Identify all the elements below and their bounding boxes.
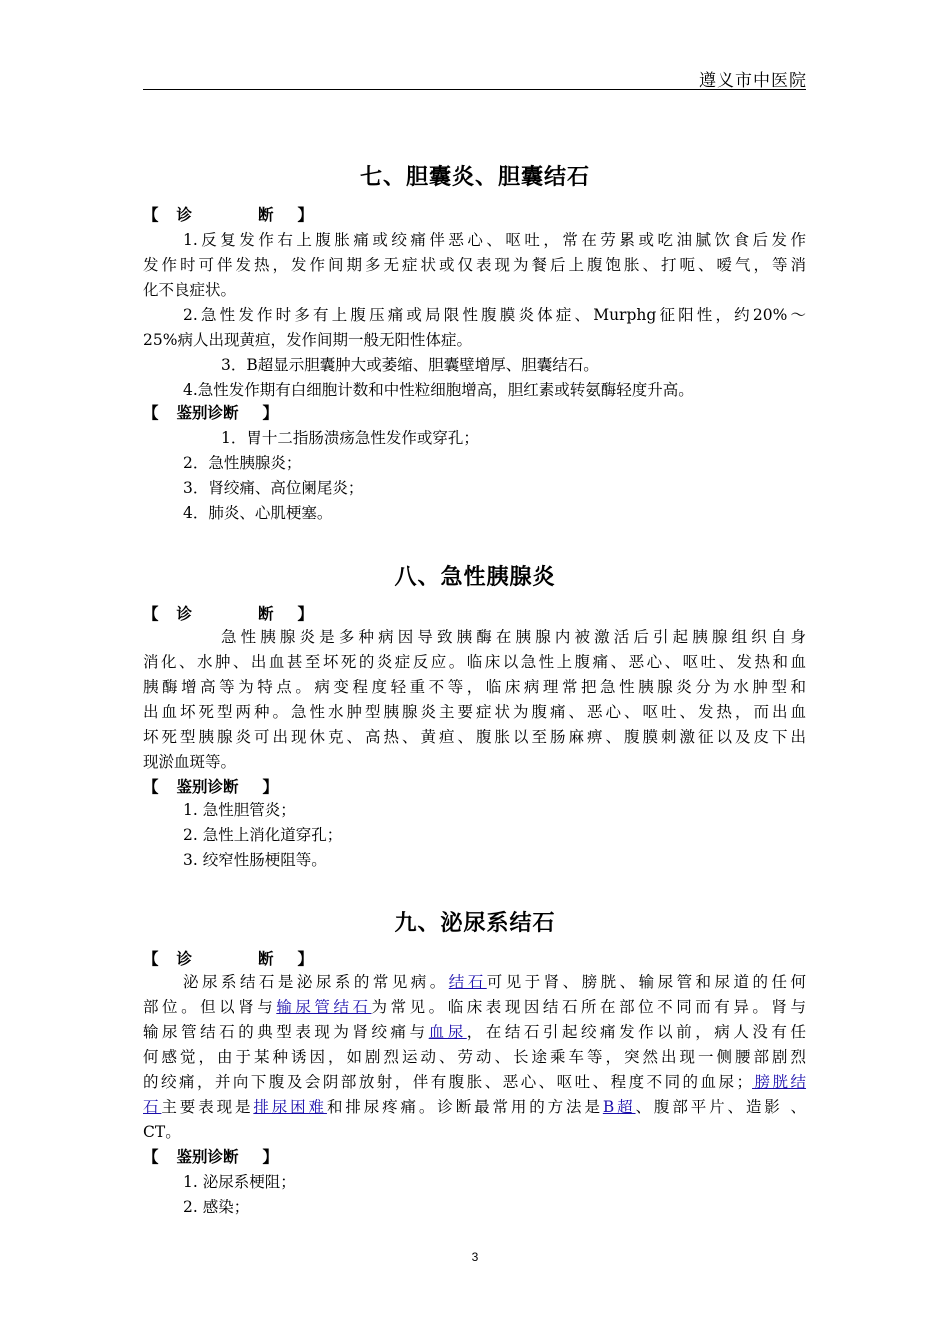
s9-diag-line-3: 输尿管结石的典型表现为肾绞痛与血尿，在结石引起绞痛发作以前，病人没有任 bbox=[143, 1023, 806, 1041]
s9-diag-line-6: 石主要表现是排尿困难和排尿疼痛。诊断最常用的方法是B超、腹部平片、造影 、 bbox=[143, 1098, 806, 1116]
s7-diag-line-4: 2.急性发作时多有上腹压痛或局限性腹膜炎体症、Murphg征阳性，约20%～ bbox=[183, 306, 806, 324]
link-b-ultrasound[interactable]: B超 bbox=[602, 1098, 636, 1116]
s7-diag-line-5: 25%病人出现黄疸，发作间期一般无阳性体症。 bbox=[143, 331, 472, 349]
header-divider bbox=[143, 89, 806, 90]
section-8-title: 八、急性胰腺炎 bbox=[394, 565, 556, 590]
section-7-differential-label: 【 鉴别诊断 】 bbox=[143, 404, 279, 422]
page-header-title: 遵义市中医院 bbox=[699, 71, 807, 91]
s8-diff-item-2: 2. 急性上消化道穿孔； bbox=[183, 826, 343, 844]
s7-diff-item-1: 1．胃十二指肠溃疡急性发作或穿孔； bbox=[221, 429, 479, 447]
s8-diag-line-4: 出血坏死型两种。急性水肿型胰腺炎主要症状为腹痛、恶心、呕吐、发热，而出血 bbox=[143, 703, 806, 721]
s9-diff-item-2: 2. 感染； bbox=[183, 1198, 250, 1216]
s9-diag-line-1: 泌尿系结石是泌尿系的常见病。结石可见于肾、膀胱、输尿管和尿道的任何 bbox=[183, 973, 806, 991]
s7-diag-line-7: 4.急性发作期有白细胞计数和中性粒细胞增高，胆红素或转氨酶轻度升高。 bbox=[183, 381, 694, 399]
s9-diag-line-7: CT。 bbox=[143, 1123, 181, 1141]
s7-diag-line-1: 1.反复发作右上腹胀痛或绞痛伴恶心、呕吐，常在劳累或吃油腻饮食后发作 bbox=[183, 231, 806, 249]
s9-diag-line-5: 的绞痛，并向下腹及会阴部放射，伴有腹胀、恶心、呕吐、程度不同的血尿；膀胱结 bbox=[143, 1073, 806, 1091]
s8-diag-line-5: 坏死型胰腺炎可出现休克、高热、黄疸、腹胀以至肠麻痹、腹膜刺激征以及皮下出 bbox=[143, 728, 806, 746]
link-stone[interactable]: 结石 bbox=[448, 973, 487, 991]
s8-diff-item-1: 1. 急性胆管炎； bbox=[183, 801, 296, 819]
s7-diff-item-2: 2．急性胰腺炎； bbox=[183, 454, 302, 472]
link-hematuria[interactable]: 血尿 bbox=[428, 1023, 467, 1041]
section-9-title: 九、泌尿系结石 bbox=[394, 911, 556, 936]
s9-diag-line-2: 部位。但以肾与输尿管结石为常见。临床表现因结石所在部位不同而有异。肾与 bbox=[143, 998, 806, 1016]
s8-diff-item-3: 3. 绞窄性肠梗阻等。 bbox=[183, 851, 327, 869]
s7-diff-item-3: 3．肾绞痛、高位阑尾炎； bbox=[183, 479, 364, 497]
s9-diag-line-4: 何感觉，由于某种诱因，如剧烈运动、劳动、长途乘车等，突然出现一侧腰部剧烈 bbox=[143, 1048, 806, 1066]
section-9-differential-label: 【 鉴别诊断 】 bbox=[143, 1148, 279, 1166]
link-ureteral-stone[interactable]: 输尿管结石 bbox=[276, 998, 372, 1016]
s7-diff-item-4: 4．肺炎、心肌梗塞。 bbox=[183, 504, 333, 522]
section-8-differential-label: 【 鉴别诊断 】 bbox=[143, 778, 279, 796]
s7-diag-line-3: 化不良症状。 bbox=[143, 281, 237, 299]
s8-diag-line-3: 胰酶增高等为特点。病变程度轻重不等，临床病理常把急性胰腺炎分为水肿型和 bbox=[143, 678, 806, 696]
link-dysuria[interactable]: 排尿困难 bbox=[253, 1098, 327, 1116]
section-7-title: 七、胆囊炎、胆囊结石 bbox=[359, 165, 590, 190]
s8-diag-line-2: 消化、水肿、出血甚至坏死的炎症反应。临床以急性上腹痛、恶心、呕吐、发热和血 bbox=[143, 653, 806, 671]
s7-diag-line-6: 3．B超显示胆囊肿大或萎缩、胆囊壁增厚、胆囊结石。 bbox=[221, 356, 599, 374]
link-bladder-stone-cont[interactable]: 石 bbox=[143, 1098, 162, 1116]
section-9-diagnosis-label: 【 诊 断 】 bbox=[143, 950, 314, 968]
section-7-diagnosis-label: 【 诊 断 】 bbox=[143, 206, 314, 224]
link-bladder-stone[interactable]: 膀胱结 bbox=[752, 1073, 806, 1091]
s8-diag-line-6: 现淤血斑等。 bbox=[143, 753, 237, 771]
section-8-diagnosis-label: 【 诊 断 】 bbox=[143, 605, 314, 623]
s8-diag-line-1: 急性胰腺炎是多种病因导致胰酶在胰腺内被激活后引起胰腺组织自身 bbox=[221, 628, 806, 646]
s7-diag-line-2: 发作时可伴发热，发作间期多无症状或仅表现为餐后上腹饱胀、打呃、嗳气，等消 bbox=[143, 256, 806, 274]
page-number: 3 bbox=[471, 1250, 479, 1264]
s9-diff-item-1: 1. 泌尿系梗阻； bbox=[183, 1173, 296, 1191]
